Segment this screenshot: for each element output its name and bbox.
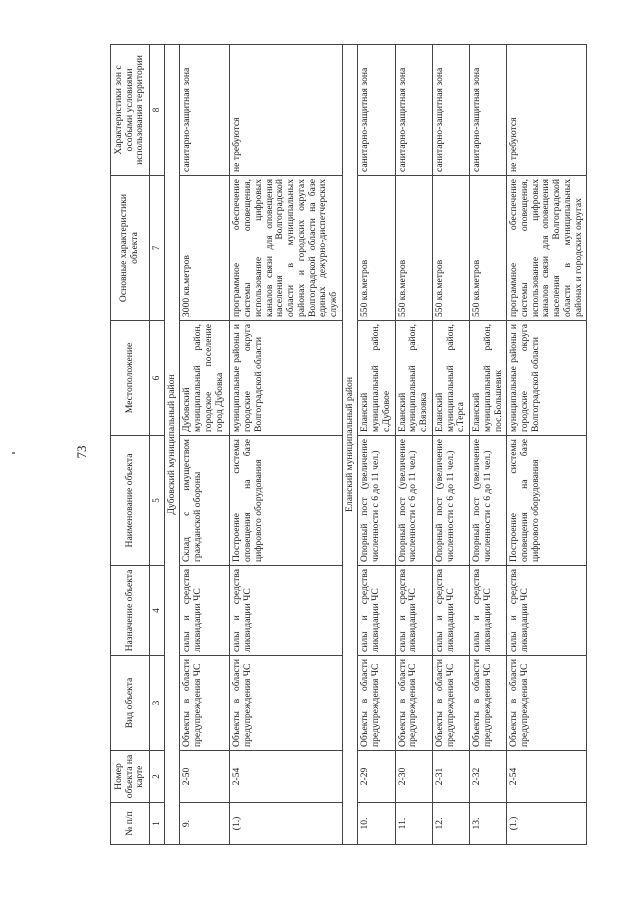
row-number: 13. bbox=[470, 803, 507, 845]
object-location: Еланский муниципальный район, с.Терса bbox=[432, 321, 469, 436]
object-name: Опорный пост (увеличение численности с 6 до 11 чел.) bbox=[358, 436, 395, 566]
column-number: 5 bbox=[150, 436, 164, 566]
header-cell: Характеристики зон с особыми условиями использования территории bbox=[111, 45, 150, 176]
object-characteristics: программное обеспечение системы оповещения, использование цифровых каналов связи для оповещения населения Волгоградской области в муниципальных районах и городских округах bbox=[507, 176, 587, 321]
column-number: 7 bbox=[150, 176, 164, 321]
object-location: Дубовский муниципальный район, городское поселение город Дубовка bbox=[180, 321, 230, 436]
header-cell: Наименование объекта bbox=[111, 436, 150, 566]
object-type: Объекты в области предупреждения ЧС bbox=[358, 656, 395, 751]
column-number-row bbox=[150, 45, 164, 845]
map-number: 2-54 bbox=[507, 751, 587, 803]
object-zones: санитарно-защитная зона bbox=[395, 45, 432, 176]
row-number: 9. bbox=[180, 803, 230, 845]
row-number: (1.) bbox=[230, 803, 342, 845]
header-cell: Назначение объекта bbox=[111, 566, 150, 656]
row-number: 12. bbox=[432, 803, 469, 845]
table-row bbox=[432, 45, 469, 845]
header-row bbox=[111, 45, 150, 845]
map-number: 2-50 bbox=[180, 751, 230, 803]
object-location: муниципальные районы и городские округа Волгоградской области bbox=[230, 321, 342, 436]
object-characteristics: 550 кв.метров bbox=[395, 176, 432, 321]
object-type: Объекты в области предупреждения ЧС bbox=[395, 656, 432, 751]
object-characteristics: 550 кв.метров bbox=[470, 176, 507, 321]
object-type: Объекты в области предупреждения ЧС bbox=[230, 656, 342, 751]
object-zones: не требуются bbox=[507, 45, 587, 176]
row-number: 10. bbox=[358, 803, 395, 845]
column-number: 6 bbox=[150, 321, 164, 436]
map-number: 2-32 bbox=[470, 751, 507, 803]
column-number: 4 bbox=[150, 566, 164, 656]
table-row bbox=[358, 45, 395, 845]
object-name: Склад с имуществом гражданской обороны bbox=[180, 436, 230, 566]
object-name: Построение системы оповещения на базе цифрового оборудования bbox=[230, 436, 342, 566]
objects-table bbox=[110, 44, 587, 845]
header-cell: Основные характеристики объекта bbox=[111, 176, 150, 321]
row-number: (1.) bbox=[507, 803, 587, 845]
object-location: Еланский муниципальный район, с.Дубовое bbox=[358, 321, 395, 436]
object-type: Объекты в области предупреждения ЧС bbox=[507, 656, 587, 751]
margin-mark bbox=[12, 452, 15, 454]
section-header-row bbox=[342, 45, 358, 845]
table-row bbox=[395, 45, 432, 845]
section-header-row bbox=[164, 45, 180, 845]
table-row bbox=[507, 45, 587, 845]
object-purpose: силы и средства ликвидации ЧС bbox=[432, 566, 469, 656]
section-title: Дубовский муниципальный район bbox=[164, 45, 180, 845]
object-location: Еланский муниципальный район, пос.Большевик bbox=[470, 321, 507, 436]
object-name: Опорный пост (увеличение численности с 6 до 11 чел.) bbox=[470, 436, 507, 566]
object-purpose: силы и средства ликвидации ЧС bbox=[395, 566, 432, 656]
object-location: Еланский муниципальный район, с.Вязовка bbox=[395, 321, 432, 436]
map-number: 2-54 bbox=[230, 751, 342, 803]
row-number: 11. bbox=[395, 803, 432, 845]
object-name: Опорный пост (увеличение численности с 6 до 11 чел.) bbox=[432, 436, 469, 566]
column-number: 8 bbox=[150, 45, 164, 176]
object-purpose: силы и средства ликвидации ЧС bbox=[230, 566, 342, 656]
map-number: 2-29 bbox=[358, 751, 395, 803]
map-number: 2-31 bbox=[432, 751, 469, 803]
object-type: Объекты в области предупреждения ЧС bbox=[432, 656, 469, 751]
object-name: Опорный пост (увеличение численности с 6 до 11 чел.) bbox=[395, 436, 432, 566]
object-characteristics: 3000 кв.метров bbox=[180, 176, 230, 321]
table-row bbox=[180, 45, 230, 845]
object-zones: не требуются bbox=[230, 45, 342, 176]
header-cell: № п/п bbox=[111, 803, 150, 845]
column-number: 2 bbox=[150, 751, 164, 803]
header-cell: Номер объекта на карте bbox=[111, 751, 150, 803]
header-cell: Вид объекта bbox=[111, 656, 150, 751]
table-row bbox=[230, 45, 342, 845]
object-location: муниципальные районы и городские округа Волгоградской области bbox=[507, 321, 587, 436]
object-characteristics: программное обеспечение системы оповещения, использование цифровых каналов связи для оповещения населения Волгоградской области в муниципальных районах и городских округах Волгоградской области на базе единых дежурно-диспетчерских служб bbox=[230, 176, 342, 321]
object-name: Построение системы оповещения на базе цифрового оборудования bbox=[507, 436, 587, 566]
object-zones: санитарно-защитная зона bbox=[180, 45, 230, 176]
rotated-table-container bbox=[110, 45, 630, 845]
object-purpose: силы и средства ликвидации ЧС bbox=[470, 566, 507, 656]
object-zones: санитарно-защитная зона bbox=[358, 45, 395, 176]
object-characteristics: 550 кв.метров bbox=[358, 176, 395, 321]
column-number: 1 bbox=[150, 803, 164, 845]
object-zones: санитарно-защитная зона bbox=[470, 45, 507, 176]
object-characteristics: 550 кв.метров bbox=[432, 176, 469, 321]
object-purpose: силы и средства ликвидации ЧС bbox=[358, 566, 395, 656]
object-zones: санитарно-защитная зона bbox=[432, 45, 469, 176]
page-number: 73 bbox=[74, 445, 89, 459]
object-type: Объекты в области предупреждения ЧС bbox=[180, 656, 230, 751]
object-purpose: силы и средства ликвидации ЧС bbox=[507, 566, 587, 656]
section-title: Еланский муниципальный район bbox=[342, 45, 358, 845]
header-cell: Местоположение bbox=[111, 321, 150, 436]
map-number: 2-30 bbox=[395, 751, 432, 803]
table-row bbox=[470, 45, 507, 845]
column-number: 3 bbox=[150, 656, 164, 751]
object-type: Объекты в области предупреждения ЧС bbox=[470, 656, 507, 751]
object-purpose: силы и средства ликвидации ЧС bbox=[180, 566, 230, 656]
